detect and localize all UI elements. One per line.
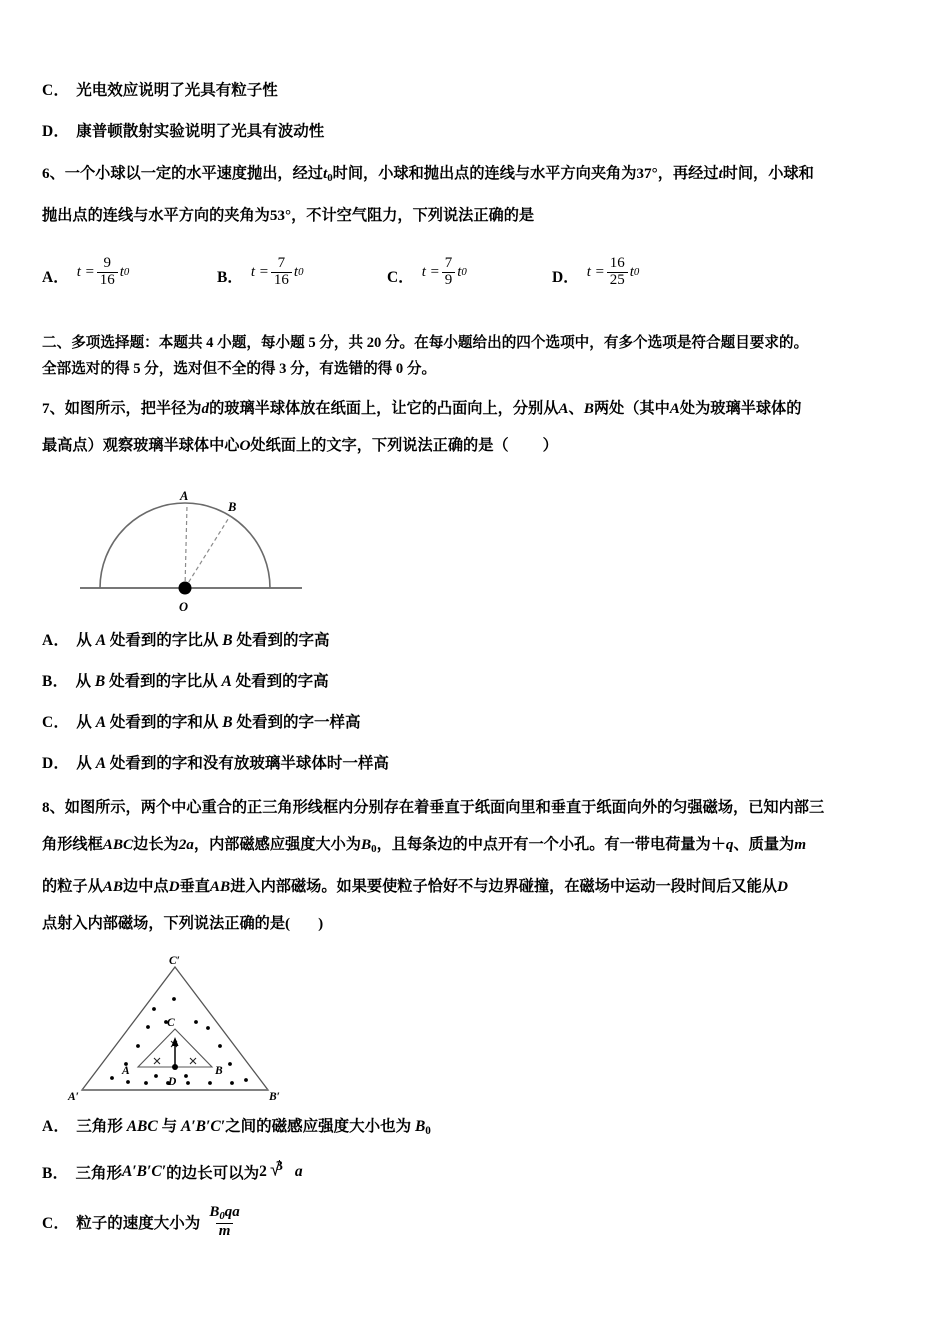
q8-option-b-coefficient: 2 bbox=[259, 1163, 267, 1181]
question-8-line-2 bbox=[42, 826, 922, 868]
q7-option-d-label: D． bbox=[42, 755, 70, 773]
q6-option-a-label: A． bbox=[42, 268, 69, 286]
q8-symbol-b0: B bbox=[360, 836, 372, 854]
q8-option-b-pre: 三角形 bbox=[75, 1165, 122, 1183]
q8-option-b-radicand: 3 bbox=[275, 1159, 283, 1175]
q7-option-d-pre: 从 bbox=[76, 755, 96, 773]
q6-text-c: ，再经过 bbox=[657, 165, 719, 182]
q6-option-c bbox=[387, 256, 467, 289]
q7-text-f: 最高点）观察玻璃半球体中心 bbox=[42, 437, 240, 455]
q6-option-b-label: B． bbox=[217, 268, 243, 286]
q8-option-c-num-rest: qa bbox=[224, 1204, 240, 1221]
label-b: B bbox=[215, 1065, 223, 1078]
q6-option-a-lhs: t = bbox=[76, 263, 95, 280]
q6-option-a-rhs: t bbox=[119, 263, 124, 280]
q7-text-d: 两处（其中 bbox=[593, 400, 670, 418]
q5-option-d-label: D． bbox=[42, 123, 70, 140]
label-b-prime: B′ bbox=[269, 1091, 280, 1104]
q7-option-c-label: C． bbox=[42, 714, 70, 732]
question-6-line-1 bbox=[42, 155, 922, 197]
hemisphere-label-a: A bbox=[180, 489, 189, 504]
q7-symbol-O: O bbox=[239, 437, 251, 455]
point-d-dot bbox=[172, 1064, 178, 1070]
q6-option-d-rhs-sub: 0 bbox=[633, 266, 640, 279]
q6-option-a-numerator: 9 bbox=[103, 255, 111, 272]
q7-option-a bbox=[42, 628, 922, 650]
q7-option-d bbox=[42, 751, 922, 773]
q6-option-d-numerator: 16 bbox=[609, 255, 625, 272]
q8-symbol-ab: AB bbox=[102, 878, 124, 896]
q6-option-b-fraction bbox=[271, 256, 292, 289]
q8-option-a-sym3-sub: 0 bbox=[425, 1125, 431, 1138]
q6-text-b: 时间，小球和抛出点的连线与水平方向夹角为 bbox=[332, 165, 637, 182]
q8-text-3b: 边中点 bbox=[123, 878, 169, 896]
label-c-prime: C′ bbox=[169, 955, 180, 968]
q6-option-b-rhs-sub: 0 bbox=[298, 266, 304, 279]
q8-symbol-d: D bbox=[168, 878, 180, 896]
q8-option-b-unit: a bbox=[294, 1163, 303, 1181]
q8-option-b-label: B． bbox=[42, 1165, 69, 1183]
q8-option-c-num-b-sub: 0 bbox=[219, 1210, 225, 1223]
q5-option-c-label: C． bbox=[42, 82, 70, 99]
q6-option-b-numerator: 7 bbox=[277, 255, 286, 272]
q6-text-f: ，不计空气阻力，下列说法正确的是 bbox=[291, 207, 535, 225]
q6-degree-1: ° bbox=[651, 165, 658, 182]
q8-symbol-d2: D bbox=[776, 878, 788, 896]
q8-option-b bbox=[42, 1161, 922, 1183]
q7-figure-hemisphere bbox=[80, 478, 340, 618]
label-a: A bbox=[122, 1065, 130, 1078]
hemisphere-radius-to-b bbox=[185, 516, 230, 588]
q8-symbol-m: m bbox=[794, 836, 807, 854]
q7-symbol-A2: A bbox=[669, 400, 680, 418]
q7-text-a: 如图所示，把半径为 bbox=[64, 400, 202, 418]
q7-option-b-text bbox=[75, 669, 328, 691]
triangles-svg bbox=[60, 954, 290, 1106]
q7-option-b-label: B． bbox=[42, 673, 69, 691]
q6-option-d-fraction bbox=[607, 256, 628, 289]
hemisphere-label-b: B bbox=[228, 500, 237, 515]
velocity-arrow bbox=[172, 1037, 179, 1067]
page-content bbox=[42, 78, 922, 1257]
q8-option-a-text bbox=[76, 1114, 431, 1137]
q8-option-c-numerator bbox=[206, 1205, 242, 1222]
question-8-line-1 bbox=[42, 789, 922, 826]
q7-symbol-A: A bbox=[558, 400, 569, 418]
q8-text-2c: ，内部磁感应强度大小为 bbox=[193, 836, 361, 854]
q7-option-c-text bbox=[76, 710, 360, 732]
section-2-heading-line-1: 二、多项选择题：本题共 4 小题，每小题 5 分，共 20 分。在每小题给出的四个选项中，有多个选项是符合题目要求的。 bbox=[42, 335, 809, 352]
q6-option-d-expression bbox=[587, 256, 640, 289]
q6-option-b bbox=[217, 256, 303, 289]
q8-symbol-abc: ABC bbox=[102, 836, 134, 854]
q6-option-d-denominator: 25 bbox=[607, 272, 628, 289]
q8-symbol-ab2: AB bbox=[209, 878, 231, 896]
q6-option-c-rhs-sub: 0 bbox=[461, 266, 467, 279]
q8-number: 8、 bbox=[42, 799, 65, 817]
q8-option-c-label: C． bbox=[42, 1215, 70, 1233]
q8-text-3d: 进入内部磁场。如果要使粒子恰好不与边界碰撞，在磁场中运动一段时间后又能从 bbox=[230, 878, 777, 896]
q8-option-b-sym1: A′B′C′ bbox=[121, 1163, 167, 1181]
q6-angle-37: 37 bbox=[636, 165, 652, 182]
q7-text-e: 处为玻璃半球体的 bbox=[679, 400, 802, 418]
q6-option-b-lhs: t = bbox=[250, 263, 269, 280]
q7-option-c-pre: 从 bbox=[76, 714, 96, 732]
q6-option-c-label: C． bbox=[387, 268, 414, 286]
label-d: D bbox=[168, 1076, 177, 1089]
hemisphere-arc bbox=[100, 503, 270, 588]
q7-option-b-sym1: B bbox=[94, 673, 106, 691]
q7-option-b-sym2: A bbox=[221, 673, 232, 691]
q7-symbol-B: B bbox=[583, 400, 594, 418]
q7-text-b: 的玻璃半球体放在纸面上，让它的凸面向上，分别从 bbox=[209, 400, 559, 418]
q6-option-a-denominator: 16 bbox=[97, 272, 118, 289]
q7-number: 7、 bbox=[42, 400, 65, 418]
q8-option-c-num-b: B bbox=[209, 1204, 220, 1221]
q8-text-1: 如图所示，两个中心重合的正三角形线框内分别存在着垂直于纸面向里和垂直于纸面向外的匀强磁场，已知内部三 bbox=[64, 799, 825, 817]
q7-option-c-post: 处看到的字一样高 bbox=[232, 714, 361, 732]
question-7-line-1 bbox=[42, 390, 922, 427]
label-a-prime: A′ bbox=[68, 1091, 79, 1104]
q8-option-b-sqrt bbox=[270, 1158, 287, 1176]
q6-option-a-fraction bbox=[97, 256, 118, 289]
q7-option-b-pre: 从 bbox=[75, 673, 95, 691]
q6-option-d-rhs: t bbox=[629, 263, 634, 280]
q6-option-c-numerator: 7 bbox=[444, 255, 453, 272]
q7-option-c bbox=[42, 710, 922, 732]
q7-option-d-text bbox=[76, 751, 389, 773]
hemisphere-center-dot bbox=[179, 582, 192, 595]
q6-text-e: 抛出点的连线与水平方向的夹角为 bbox=[42, 207, 270, 225]
q8-option-a-pre: 三角形 bbox=[76, 1118, 127, 1136]
question-8-line-3 bbox=[42, 868, 922, 905]
q5-option-d-text: 康普顿散射实验说明了光具有波动性 bbox=[76, 123, 325, 140]
section-2-heading-line-2: 全部选对的得 5 分，选对但不全的得 3 分，有选错的得 0 分。 bbox=[42, 361, 437, 378]
q8-option-c-text bbox=[76, 1205, 244, 1239]
q8-text-3a: 的粒子从 bbox=[42, 878, 103, 896]
q6-text-d: 时间，小球和 bbox=[722, 165, 814, 182]
question-6-options-row bbox=[42, 248, 922, 304]
q8-option-a-post: 之间的磁感应强度大小也为 bbox=[225, 1118, 415, 1136]
q8-text-4a: 点射入内部磁场，下列说法正确的是( bbox=[42, 915, 291, 933]
q6-option-c-lhs: t = bbox=[421, 263, 440, 280]
q6-number: 6、 bbox=[42, 165, 65, 182]
q8-option-c bbox=[42, 1205, 922, 1239]
q8-text-2a: 角形线框 bbox=[42, 836, 103, 854]
q8-option-c-denominator bbox=[216, 1223, 234, 1240]
q8-option-b-text bbox=[75, 1161, 302, 1183]
q8-text-2e: 、质量为 bbox=[733, 836, 795, 854]
q6-option-b-rhs: t bbox=[293, 263, 299, 280]
q8-option-a-sym3: B bbox=[414, 1118, 426, 1136]
q7-option-a-sym2: B bbox=[222, 632, 233, 650]
q6-degree-2: ° bbox=[285, 207, 292, 225]
q6-option-c-expression bbox=[422, 256, 467, 289]
q6-text-a: 一个小球以一定的水平速度抛出，经过 bbox=[64, 165, 323, 182]
q8-option-a-sym2: A′B′C′ bbox=[180, 1118, 226, 1136]
q8-figure-triangles bbox=[60, 954, 290, 1106]
q7-text-h: ） bbox=[542, 437, 558, 455]
q8-option-b-post: 的边长可以为 bbox=[166, 1165, 260, 1183]
q7-option-a-post: 处看到的字高 bbox=[232, 632, 330, 650]
q8-option-a-label: A． bbox=[42, 1118, 70, 1136]
q6-option-d bbox=[552, 256, 639, 289]
q8-text-3c: 垂直 bbox=[179, 878, 210, 896]
q8-symbol-q: q bbox=[725, 836, 734, 854]
q6-option-d-lhs: t = bbox=[586, 263, 605, 280]
q8-option-c-pre: 粒子的速度大小为 bbox=[76, 1215, 201, 1233]
hemisphere-radius-to-a bbox=[185, 505, 187, 588]
q8-symbol-b0-sub: 0 bbox=[371, 843, 377, 856]
q7-option-c-sym2: B bbox=[222, 714, 233, 732]
q7-option-c-mid: 处看到的字和从 bbox=[106, 714, 223, 732]
q8-option-a-sym1: ABC bbox=[126, 1118, 158, 1136]
q7-option-a-text bbox=[76, 628, 329, 650]
q6-option-c-fraction bbox=[442, 256, 456, 289]
q8-option-a-mid: 与 bbox=[157, 1118, 181, 1136]
hemisphere-svg bbox=[80, 478, 340, 618]
q7-option-a-sym1: A bbox=[95, 632, 107, 650]
q8-symbol-2a: 2a bbox=[178, 836, 194, 854]
question-8-line-4 bbox=[42, 905, 922, 942]
hemisphere-label-o: O bbox=[179, 600, 189, 615]
q5-option-c bbox=[42, 78, 922, 100]
q7-symbol-d: d bbox=[201, 400, 210, 418]
q6-option-a bbox=[42, 256, 129, 289]
q7-option-a-mid: 处看到的字比从 bbox=[106, 632, 223, 650]
label-c: C bbox=[167, 1017, 175, 1030]
q6-option-d-label: D． bbox=[552, 268, 579, 286]
q8-text-2d: ，且每条边的中点开有一个小孔。有一带电荷量为＋ bbox=[376, 836, 726, 854]
q8-text-4b: ) bbox=[318, 915, 324, 933]
q5-option-d bbox=[42, 119, 922, 141]
q7-option-d-mid: 处看到的字和没有放玻璃半球体时一样高 bbox=[106, 755, 389, 773]
q6-symbol-t0-sub: 0 bbox=[327, 172, 333, 185]
q7-option-b-post: 处看到的字高 bbox=[231, 673, 329, 691]
q8-text-2b: 边长为 bbox=[133, 836, 179, 854]
q7-text-c: 、 bbox=[568, 400, 584, 418]
q6-angle-53: 53 bbox=[269, 207, 285, 225]
q8-option-c-den-m: m bbox=[218, 1222, 231, 1239]
q7-text-g: 处纸面上的文字，下列说法正确的是（ bbox=[250, 437, 509, 455]
q6-option-c-denominator: 9 bbox=[442, 272, 456, 289]
q7-option-c-sym1: A bbox=[95, 714, 107, 732]
q7-option-b bbox=[42, 669, 922, 691]
q8-option-c-fraction bbox=[206, 1205, 242, 1239]
q7-option-a-label: A． bbox=[42, 632, 70, 650]
q7-option-d-sym1: A bbox=[95, 755, 107, 773]
q6-option-a-rhs-sub: 0 bbox=[123, 266, 130, 279]
q6-symbol-t: t bbox=[718, 165, 723, 182]
q5-option-c-text: 光电效应说明了光具有粒子性 bbox=[76, 82, 278, 99]
question-7-line-2 bbox=[42, 427, 922, 464]
q6-option-b-denominator: 16 bbox=[271, 272, 292, 289]
q6-option-c-rhs: t bbox=[457, 263, 462, 280]
question-6-line-2 bbox=[42, 197, 922, 234]
q7-option-a-pre: 从 bbox=[76, 632, 96, 650]
field-out-of-page-dots bbox=[110, 997, 248, 1085]
q6-symbol-t0: t bbox=[322, 165, 328, 182]
q6-option-b-expression bbox=[251, 256, 304, 289]
q7-option-b-mid: 处看到的字比从 bbox=[105, 673, 222, 691]
q8-option-a bbox=[42, 1114, 922, 1137]
q6-option-a-expression bbox=[77, 256, 130, 289]
